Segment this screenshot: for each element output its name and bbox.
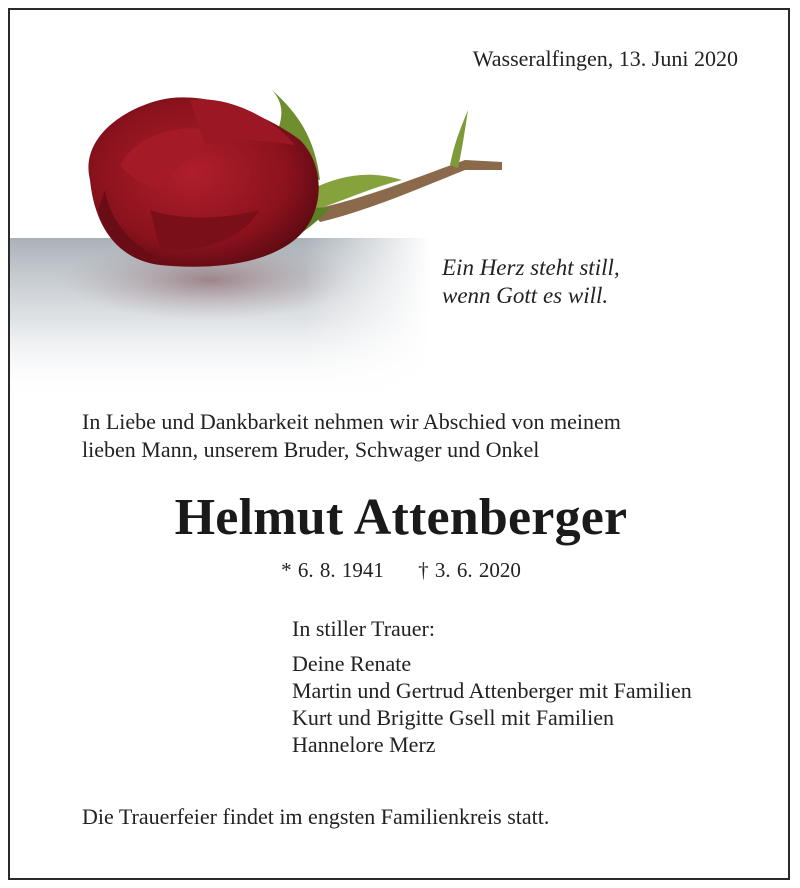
deceased-name: Helmut Attenberger xyxy=(174,489,628,546)
mourning-heading: In stiller Trauer: xyxy=(292,616,435,641)
rose-image xyxy=(10,70,530,400)
mourner-name: Martin und Gertrud Attenberger mit Familien xyxy=(292,678,692,703)
place-date: Wasseralfingen, 13. Juni 2020 xyxy=(472,46,738,71)
intro-line-1: In Liebe und Dankbarkeit nehmen wir Abschied von meinem xyxy=(82,409,621,434)
mourner-name: Deine Renate xyxy=(292,651,412,676)
closing-note: Die Trauerfeier findet im engsten Familienkreis statt. xyxy=(82,804,550,829)
mourners-list xyxy=(292,650,692,758)
motto xyxy=(442,254,620,310)
motto-line-2: wenn Gott es will. xyxy=(442,283,609,308)
intro-line-2: lieben Mann, unserem Bruder, Schwager und Onkel xyxy=(82,437,540,462)
life-dates xyxy=(10,558,792,583)
mourner-name: Hannelore Merz xyxy=(292,732,436,757)
obituary-frame xyxy=(8,8,790,880)
death-date: † 3. 6. 2020 xyxy=(418,558,521,582)
motto-line-1: Ein Herz steht still, xyxy=(442,255,620,280)
intro-text xyxy=(82,408,772,464)
birth-date: * 6. 8. 1941 xyxy=(281,558,384,582)
mourner-name: Kurt und Brigitte Gsell mit Familien xyxy=(292,705,615,730)
